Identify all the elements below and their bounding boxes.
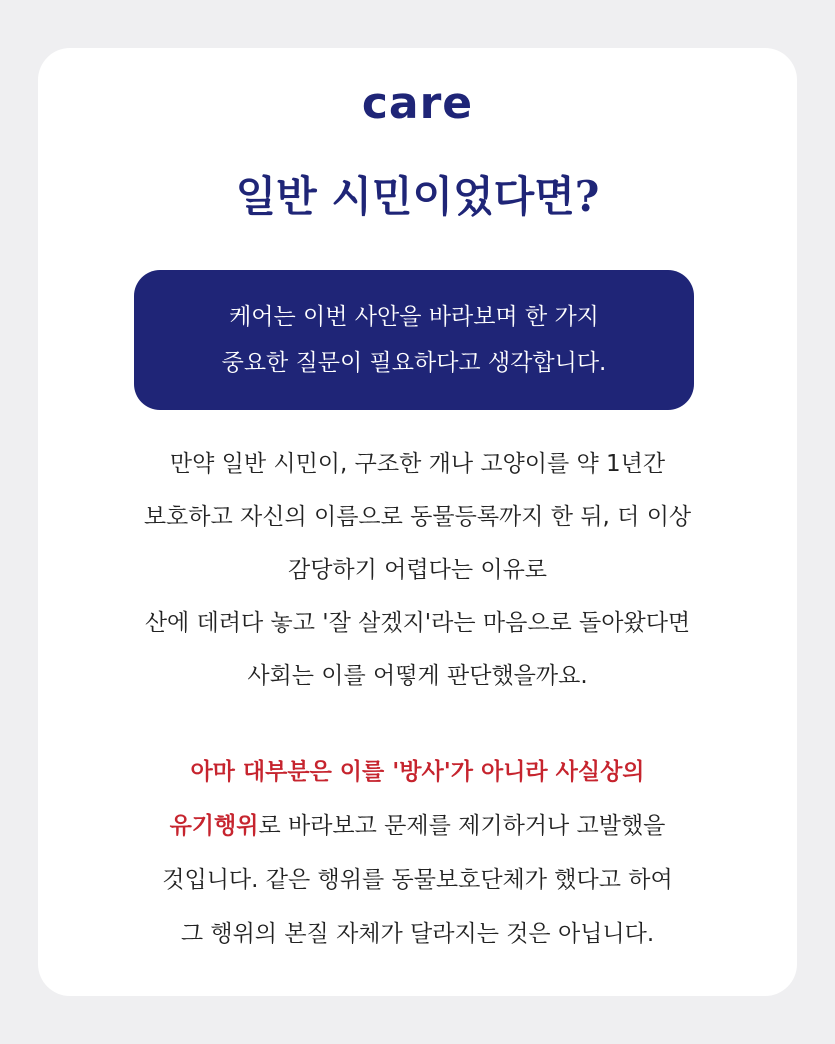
highlighted-term: 유기행위	[169, 813, 259, 839]
paragraph-line: 산에 데려다 놓고 '잘 살겠지'라는 마음으로 돌아왔다면	[144, 610, 691, 636]
intro-banner	[134, 270, 694, 410]
paragraph-line	[38, 799, 797, 853]
headline: 일반 시민이었다면?	[235, 172, 600, 221]
care-logo: care	[361, 78, 474, 129]
highlighted-line: 아마 대부분은 이를 '방사'가 아니라 사실상의	[190, 759, 645, 785]
banner-line: 케어는 이번 사안을 바라보며 한 가지	[229, 304, 599, 330]
paragraph-line: 보호하고 자신의 이름으로 동물등록까지 한 뒤, 더 이상	[143, 504, 692, 530]
paragraph-line-rest: 로 바라보고 문제를 제기하거나 고발했을	[258, 813, 666, 839]
paragraph-line: 것입니다. 같은 행위를 동물보호단체가 했다고 하여	[162, 867, 673, 893]
content-card	[38, 48, 797, 996]
paragraph-line: 사회는 이를 어떻게 판단했을까요.	[247, 663, 588, 689]
paragraph-line: 감당하기 어렵다는 이유로	[287, 557, 548, 583]
scenario-paragraph	[38, 438, 797, 703]
conclusion-paragraph	[38, 745, 797, 961]
paragraph-line: 그 행위의 본질 자체가 달라지는 것은 아닙니다.	[180, 921, 655, 947]
paragraph-line: 만약 일반 시민이, 구조한 개나 고양이를 약 1년간	[169, 451, 666, 477]
banner-line: 중요한 질문이 필요하다고 생각합니다.	[221, 350, 607, 376]
